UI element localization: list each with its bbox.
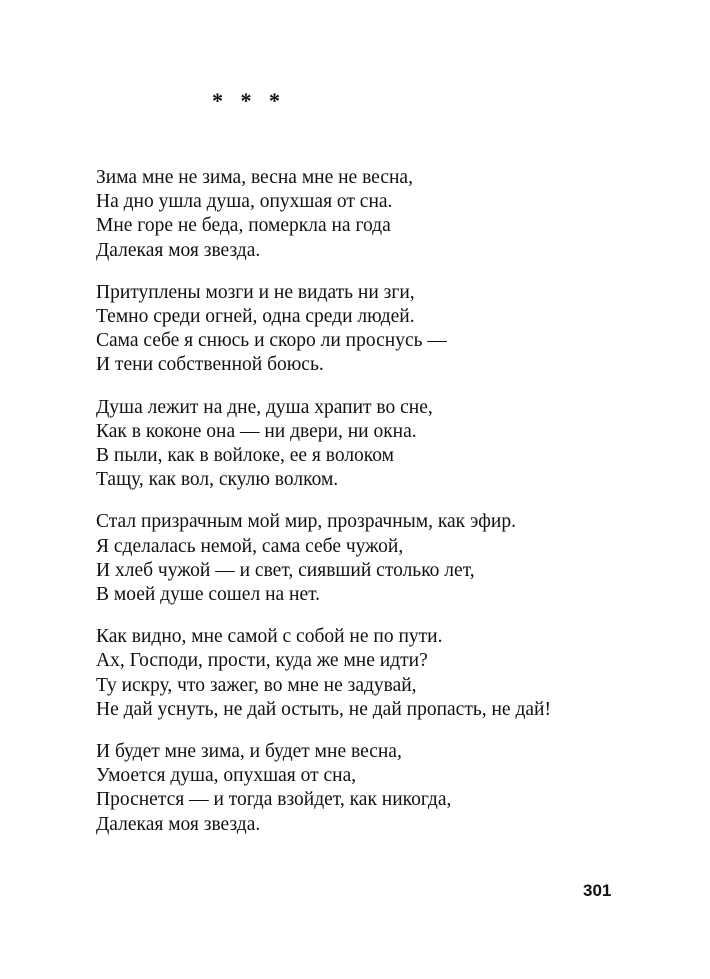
poem-line: Как в коконе она — ни двери, ни окна. [96, 420, 417, 442]
poem-line: Ту искру, что зажег, во мне не задувай, [96, 674, 417, 696]
poem-line: И тени собственной боюсь. [96, 354, 324, 376]
poem-line: И хлеб чужой — и свет, сиявший столько лет, [96, 559, 475, 581]
stanza-2 [96, 281, 676, 378]
poem-line: Далекая моя звезда. [96, 813, 261, 835]
poem-line: Далекая моя звезда. [96, 239, 261, 261]
stanza-6 [96, 740, 676, 837]
poem-line: Притуплены мозги и не видать ни зги, [96, 281, 415, 303]
poem-line: Как видно, мне самой с собой не по пути. [96, 626, 443, 648]
stanza-5 [96, 625, 676, 722]
poem-line: И будет мне зима, и будет мне весна, [96, 741, 402, 763]
stanza-3 [96, 396, 676, 493]
poem-line: Умоется душа, опухшая от сна, [96, 765, 357, 787]
poem-line: Я сделалась немой, сама себе чужой, [96, 535, 404, 557]
poem-line: Ах, Господи, прости, куда же мне идти? [96, 650, 428, 672]
poem-line: Проснется — и тогда взойдет, как никогда, [96, 789, 452, 811]
poem-line: Не дай уснуть, не дай остыть, не дай пропасть, не дай! [96, 698, 551, 720]
poem-line: Зима мне не зима, весна мне не весна, [96, 167, 413, 188]
poem-line: Темно среди огней, одна среди людей. [96, 306, 415, 328]
poem-line: Сама себе я снюсь и скоро ли проснусь — [96, 330, 447, 352]
poem-line: Мне горе не беда, померкла на года [96, 215, 391, 237]
poem-line: На дно ушла душа, опухшая от сна. [96, 191, 393, 213]
poem-line: В моей душе сошел на нет. [96, 584, 321, 606]
poem-line: Душа лежит на дне, душа храпит во сне, [96, 396, 433, 418]
poem [96, 166, 676, 855]
poem-line: Тащу, как вол, скулю волком. [96, 469, 339, 491]
poem-line: Стал призрачным мой мир, прозрачным, как эфир. [96, 511, 516, 533]
page-number: 301 [583, 881, 612, 900]
poem-line: В пыли, как в войлоке, ее я волоком [96, 445, 395, 467]
section-separator: * * * [212, 88, 286, 113]
stanza-1 [96, 166, 676, 263]
stanza-4 [96, 510, 676, 607]
